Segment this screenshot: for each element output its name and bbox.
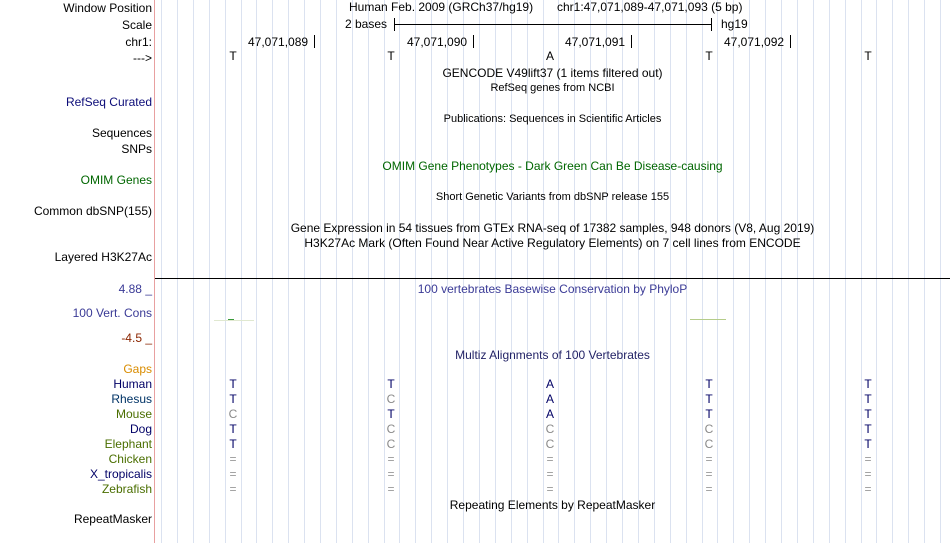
- align-base: T: [864, 377, 872, 391]
- align-base: =: [229, 467, 237, 481]
- align-base: C: [386, 437, 396, 451]
- ref-base: A: [545, 49, 554, 63]
- align-base: T: [387, 377, 395, 391]
- db-text: hg19: [721, 17, 748, 31]
- align-base: =: [864, 467, 872, 481]
- ref-base: T: [229, 49, 237, 63]
- multiz-title: Multiz Alignments of 100 Vertebrates: [455, 348, 650, 362]
- scale-bar: [394, 24, 712, 25]
- scale-label: Scale: [121, 18, 152, 32]
- chrom-label: chr1:: [125, 35, 152, 49]
- position-text[interactable]: chr1:47,071,089-47,071,093 (5 bp): [557, 0, 743, 14]
- species-label[interactable]: Rhesus: [111, 392, 152, 406]
- coord-tick: [473, 35, 474, 48]
- align-base: C: [545, 437, 555, 451]
- align-base: =: [229, 482, 237, 496]
- assembly-text: Human Feb. 2009 (GRCh37/hg19): [349, 0, 534, 14]
- gencode-title[interactable]: GENCODE V49lift37 (1 items filtered out): [442, 66, 663, 80]
- pubs-title: Publications: Sequences in Scientific Articles: [443, 113, 662, 125]
- species-label[interactable]: X_tropicalis: [89, 467, 152, 481]
- species-label[interactable]: Human: [113, 377, 152, 391]
- repeatmasker-label[interactable]: RepeatMasker: [73, 512, 152, 526]
- cons-min-label: -4.5 _: [121, 331, 152, 345]
- species-label[interactable]: Dog: [129, 422, 152, 436]
- align-base: C: [545, 422, 555, 436]
- dbsnp-label[interactable]: Common dbSNP(155): [33, 204, 152, 218]
- align-base: T: [864, 407, 872, 421]
- window-position-label: Window Position: [63, 1, 152, 15]
- cons-zero-line: [214, 320, 254, 321]
- gaps-label[interactable]: Gaps: [123, 362, 152, 376]
- align-base: A: [545, 377, 554, 391]
- cons-bar-2: [690, 319, 726, 320]
- species-label[interactable]: Elephant: [104, 437, 152, 451]
- repeat-title: Repeating Elements by RepeatMasker: [449, 498, 656, 512]
- ref-base: T: [705, 49, 713, 63]
- align-base: =: [864, 482, 872, 496]
- refseq-title: RefSeq genes from NCBI: [490, 82, 615, 94]
- track-separator: [155, 278, 950, 279]
- omim-label[interactable]: OMIM Genes: [80, 173, 152, 187]
- coord-tick: [314, 35, 315, 48]
- refseq-label[interactable]: RefSeq Curated: [65, 95, 152, 109]
- align-base: =: [546, 452, 554, 466]
- align-base: C: [704, 437, 714, 451]
- align-base: T: [864, 422, 872, 436]
- align-base: C: [704, 422, 714, 436]
- scale-bar-left-tick: [394, 18, 395, 31]
- h3k27-title: H3K27Ac Mark (Often Found Near Active Regulatory Elements) on 7 cell lines from ENCODE: [304, 236, 801, 250]
- align-base: =: [546, 467, 554, 481]
- species-label[interactable]: Zebrafish: [101, 482, 152, 496]
- align-base: C: [228, 407, 238, 421]
- cons-label[interactable]: 100 Vert. Cons: [72, 306, 152, 320]
- gtex-title: Gene Expression in 54 tissues from GTEx RNA-seq of 17382 samples, 948 donors (V8, Aug 2019): [290, 221, 815, 235]
- align-base: T: [705, 392, 713, 406]
- align-base: =: [705, 467, 713, 481]
- align-base: C: [386, 392, 396, 406]
- coord-tick: [790, 35, 791, 48]
- align-base: =: [387, 452, 395, 466]
- align-base: =: [387, 482, 395, 496]
- omim-title: OMIM Gene Phenotypes - Dark Green Can Be Disease-causing: [382, 159, 723, 173]
- cons-max-label: 4.88 _: [118, 282, 152, 296]
- align-base: =: [705, 482, 713, 496]
- snps-label[interactable]: SNPs: [121, 142, 152, 156]
- align-base: C: [386, 422, 396, 436]
- scale-bases-text: 2 bases: [345, 17, 388, 31]
- ref-base: T: [387, 49, 395, 63]
- species-label[interactable]: Mouse: [115, 407, 152, 421]
- sequences-label[interactable]: Sequences: [91, 126, 152, 140]
- h3k27-label[interactable]: Layered H3K27Ac: [54, 250, 152, 264]
- coord-label: 47,071,091: [565, 35, 626, 49]
- coord-label: 47,071,089: [248, 35, 309, 49]
- align-base: T: [229, 377, 237, 391]
- scale-bar-right-tick: [711, 18, 712, 31]
- align-base: T: [705, 377, 713, 391]
- align-base: T: [387, 407, 395, 421]
- align-base: A: [545, 392, 554, 406]
- align-base: =: [705, 452, 713, 466]
- align-base: T: [229, 437, 237, 451]
- align-base: =: [864, 452, 872, 466]
- coord-label: 47,071,090: [407, 35, 468, 49]
- coord-label: 47,071,092: [724, 35, 785, 49]
- align-base: T: [864, 437, 872, 451]
- ref-base: T: [864, 49, 872, 63]
- dbsnp-title: Short Genetic Variants from dbSNP release 155: [435, 191, 670, 203]
- align-base: T: [864, 392, 872, 406]
- align-base: =: [229, 452, 237, 466]
- coord-tick: [631, 35, 632, 48]
- cons-title: 100 vertebrates Basewise Conservation by PhyloP: [417, 282, 688, 296]
- strand-label[interactable]: --->: [133, 51, 152, 65]
- align-base: =: [387, 467, 395, 481]
- align-base: A: [545, 407, 554, 421]
- align-base: =: [546, 482, 554, 496]
- align-base: T: [229, 422, 237, 436]
- species-label[interactable]: Chicken: [108, 452, 152, 466]
- align-base: T: [705, 407, 713, 421]
- align-base: T: [229, 392, 237, 406]
